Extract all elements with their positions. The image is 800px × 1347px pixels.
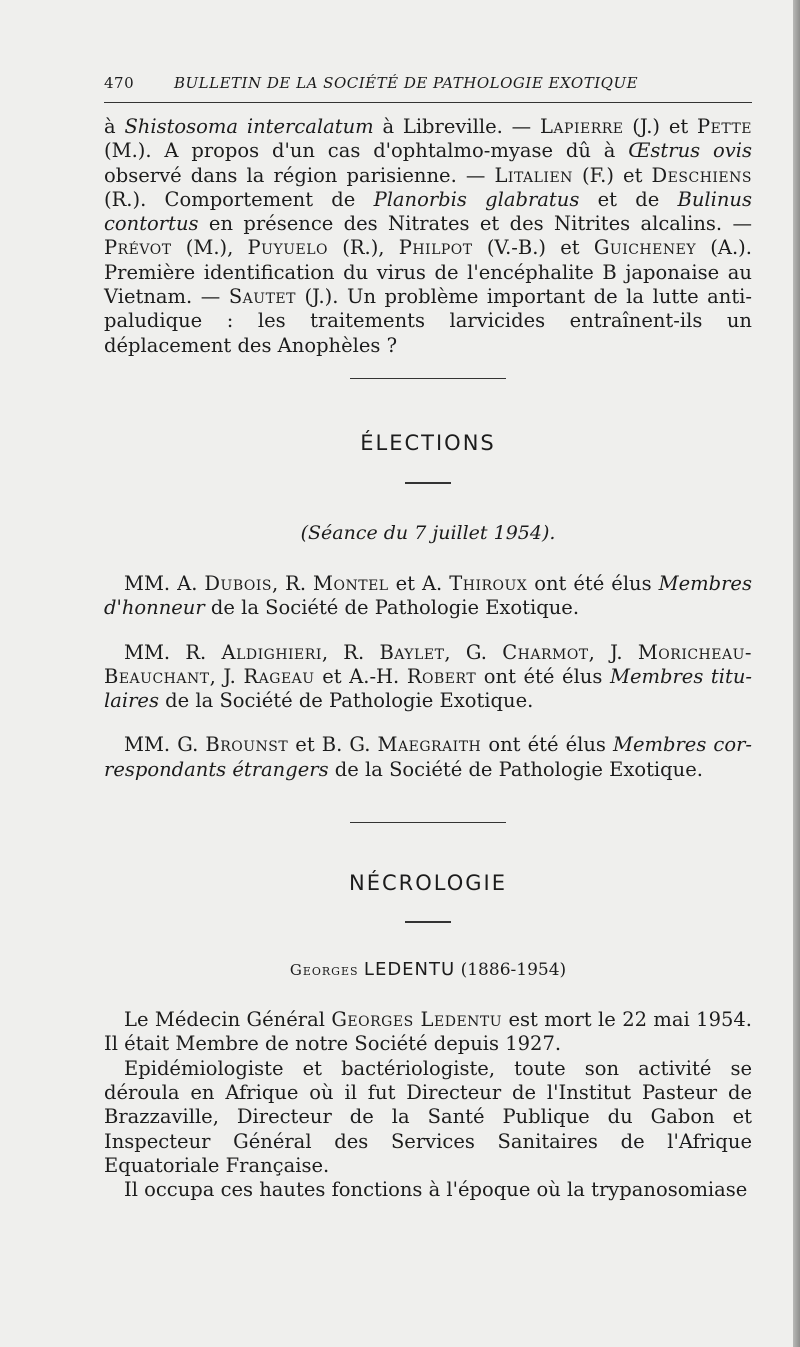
obituary-paragraph-1: Le Médecin Général Georges Ledentu est mort le 22 mai 1954. Il était Membre de notre Société depuis 1927.	[104, 1008, 753, 1056]
election-titular-members: MM. R. Aldighieri, R. Baylet, G. Charmot, J. Moricheau-Beauchant, J. Rageau et A.-H. Robert ont été élus Membres titulaires de la Société de Pathologie Exotique.	[104, 640, 752, 713]
session-date: (Séance du 7 juillet 1954).	[300, 521, 556, 544]
obituary-paragraph-3: Il occupa ces hautes fonctions à l'époque où la trypanosomiase	[124, 1178, 748, 1202]
heading-underline	[405, 921, 451, 923]
session-summary-paragraph: à Shistosoma intercalatum à Libreville. — Lapierre (J.) et Pette (M.). A propos d'un cas d'ophtalmo-myase dû à Œstrus ovis observé dans la région parisienne. — Litalien (F.) et Deschiens (R.). Comportement de Planorbis glabratus et de Bulinus contortus en présence des Nitrates et des Nitrites alcalins. — Prévot (M.), Puyuelo (R.), Philpot (V.-B.) et Guicheney (A.). Première identification du virus de l'encéphalite B japonaise au Vietnam. — Sautet (J.). Un problème important de la lutte antipaludique : les traitements larvicides entraînent-ils un déplacement des Anophèles ?	[104, 115, 753, 357]
heading-underline	[405, 482, 451, 484]
journal-title: BULLETIN DE LA SOCIÉTÉ DE PATHOLOGIE EXOTIQUE	[174, 74, 639, 92]
election-corresponding-members: MM. G. Brounst et B. G. Maegraith ont été élus Membres correspondants étrangers de la Société de Pathologie Exotique.	[104, 733, 753, 781]
page-edge-shadow	[793, 0, 800, 1347]
section-divider	[350, 378, 506, 379]
election-honorary-members: MM. A. Dubois, R. Montel et A. Thiroux ont été élus Membres d'honneur de la Société de Pathologie Exotique.	[104, 571, 752, 620]
section-divider	[350, 822, 506, 823]
running-header	[104, 74, 752, 103]
obituary-first-name: Georges	[289, 961, 359, 980]
necrologie-heading: NÉCROLOGIE	[349, 871, 507, 896]
obituary-paragraph-2: Epidémiologiste et bactériologiste, toute son activité se déroula en Afrique où il fut Directeur de l'Institut Pasteur de Brazzaville, Directeur de la Santé Publique du Gabon et Inspecteur Général des Services Sanitaires de l'Afrique Equatoriale Française.	[104, 1056, 752, 1177]
page-number: 470	[104, 74, 135, 92]
obituary-dates: (1886-1954)	[460, 960, 567, 981]
elections-heading: ÉLECTIONS	[360, 430, 496, 455]
journal-page	[104, 74, 752, 1202]
obituary-title	[104, 959, 752, 980]
obituary-surname: LEDENTU	[363, 959, 456, 981]
